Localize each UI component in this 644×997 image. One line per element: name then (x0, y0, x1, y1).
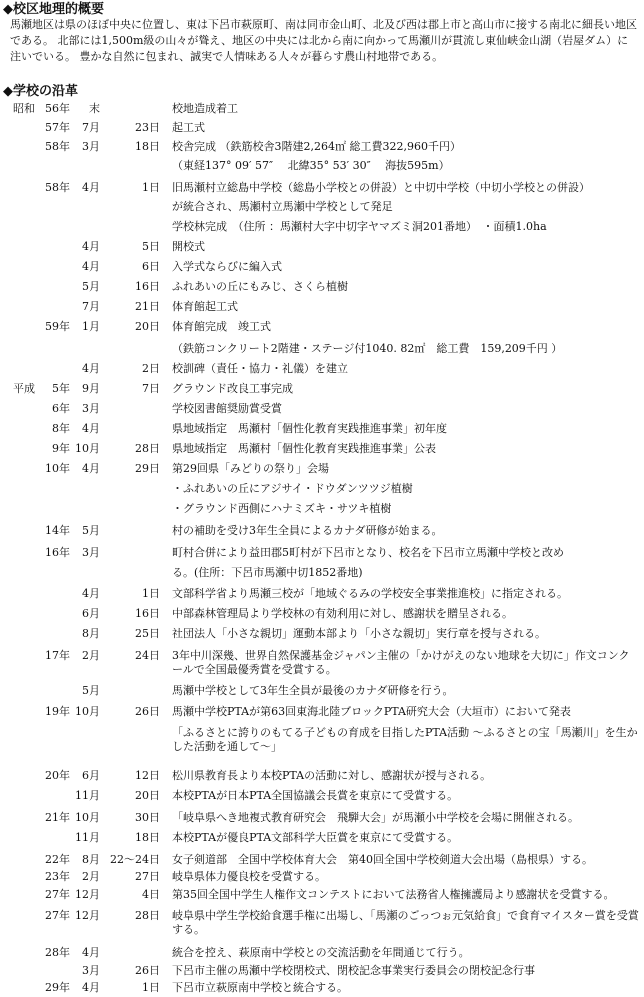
history-text: 体育館起工式 (172, 300, 238, 313)
history-text: 下呂市主催の馬瀬中学校閉校式、閉校記念事業実行委員会の閉校記念行事 (172, 964, 535, 977)
history-text: 社団法人「小さな親切」運動本部より「小さな親切」実行章を授与される。 (172, 627, 546, 640)
history-row (0, 682, 644, 700)
history-text: 入学式ならびに編入式 (172, 260, 282, 273)
history-month: 5月 (82, 524, 100, 537)
history-day: 1日 (142, 181, 160, 194)
history-text: 起工式 (172, 121, 205, 134)
history-row (0, 198, 644, 216)
history-text: 校訓碑（責任・協力・礼儀）を建立 (172, 362, 348, 375)
history-year: 10年 (45, 462, 70, 475)
history-month: 4月 (82, 587, 100, 600)
history-text: 開校式 (172, 240, 205, 253)
history-day: 26日 (135, 964, 160, 977)
history-day: 5日 (142, 240, 160, 253)
history-year: 21年 (45, 811, 70, 824)
history-day: 12日 (135, 769, 160, 782)
history-day: 1日 (142, 587, 160, 600)
history-month: 末 (89, 102, 100, 115)
history-year: 27年 (45, 909, 70, 922)
history-month: 4月 (82, 981, 100, 994)
history-text: 校舎完成 （鉄筋校舎3階建2,264㎡ 総工費322,960千円） (172, 140, 461, 153)
geo-heading: ◆校区地理的概要 (3, 2, 104, 17)
history-year: 8年 (52, 422, 70, 435)
history-text: 岐阜県体力優良校を受賞する。 (172, 870, 326, 883)
history-text: 「ふるさとに誇りのもてる子どもの育成を目指したPTA活動 〜ふるさとの宝「馬瀬川」を生かした活動を通して〜」 (172, 726, 638, 753)
history-year: 58年 (45, 181, 70, 194)
history-year: 5年 (52, 382, 70, 395)
history-row (0, 157, 644, 175)
history-year: 14年 (45, 524, 70, 537)
history-row (0, 100, 644, 118)
history-day: 29日 (135, 462, 160, 475)
history-row (0, 460, 644, 478)
history-year: 57年 (45, 121, 70, 134)
history-month: 10月 (75, 705, 100, 718)
history-month: 2月 (82, 649, 100, 662)
history-text: 岐阜県中学生学校給食選手権に出場し、「馬瀬のごっつぉ元気給食」で食育マイスター賞を受賞する。 (172, 909, 639, 936)
history-text: 学校図書館奨励賞受賞 (172, 402, 282, 415)
history-text: 学校林完成 （住所 ：馬瀬村大字中切字ヤマズミ洞201番地） ・面積1.0ha (172, 220, 547, 233)
history-row (0, 340, 644, 358)
history-row (0, 647, 644, 677)
history-year: 19年 (45, 705, 70, 718)
history-row (0, 480, 644, 498)
geo-paragraph: 馬瀬地区は県のほぼ中央に位置し、東は下呂市萩原町、南は同市金山町、北及び西は郡上市と高山市に接する南北に細長い地区である。 北部には1,500m級の山々が聳え、地区の中央には北から南に向かって馬瀬川が貫流し東仙峡金山湖（岩屋ダム）に注いでいる。 豊かな自然に包まれ、誠実で人情味ある人々が暮らす農山村地帯である。 (10, 18, 637, 63)
history-row (0, 522, 644, 540)
history-text: 第29回県「みどりの祭り」会場 (172, 462, 329, 475)
history-row (0, 179, 644, 197)
history-row (0, 767, 644, 785)
history-text: 松川県教育長より本校PTAの活動に対し、感謝状が授与される。 (172, 769, 492, 782)
history-month: 3月 (82, 140, 100, 153)
history-row (0, 500, 644, 518)
history-row (0, 979, 644, 997)
history-month: 10月 (75, 442, 100, 455)
history-text: 町村合併により益田郡5町村が下呂市となり、校名を下呂市立馬瀬中学校と改め (172, 546, 564, 559)
history-row (0, 420, 644, 438)
history-row (0, 868, 644, 886)
history-day: 22〜24日 (110, 853, 160, 866)
history-row (0, 400, 644, 418)
history-era: 昭和 (13, 102, 35, 115)
history-day: 23日 (135, 121, 160, 134)
history-month: 11月 (75, 789, 100, 802)
history-row (0, 625, 644, 643)
history-day: 20日 (135, 320, 160, 333)
history-month: 2月 (82, 870, 100, 883)
history-month: 3月 (82, 546, 100, 559)
history-year: 58年 (45, 140, 70, 153)
history-era: 平成 (13, 382, 35, 395)
history-text: 馬瀬中学校PTAが第63回東海北陸ブロックPTA研究大会（大垣市）において発表 (172, 705, 571, 718)
history-row (0, 724, 644, 754)
history-year: 59年 (45, 320, 70, 333)
history-text: ・ふれあいの丘にアジサイ・ドウダンツツジ植樹 (172, 482, 413, 495)
history-day: 16日 (135, 607, 160, 620)
history-text: 村の補助を受け3年生全員によるカナダ研修が始まる。 (172, 524, 443, 537)
history-day: 21日 (135, 300, 160, 313)
history-month: 12月 (75, 909, 100, 922)
history-day: 2日 (142, 362, 160, 375)
history-row (0, 944, 644, 962)
history-day: 28日 (135, 442, 160, 455)
history-month: 7月 (82, 121, 100, 134)
history-row (0, 829, 644, 847)
history-text: 本校PTAが優良PTA文部科学大臣賞を東京にて受賞する。 (172, 831, 459, 844)
history-month: 4月 (82, 946, 100, 959)
history-year: 17年 (45, 649, 70, 662)
history-month: 11月 (75, 831, 100, 844)
history-text: る。(住所：下呂市馬瀬中切1852番地) (172, 566, 363, 579)
history-month: 8月 (82, 627, 100, 640)
history-row (0, 787, 644, 805)
history-row (0, 360, 644, 378)
history-year: 22年 (45, 853, 70, 866)
history-month: 1月 (82, 320, 100, 333)
history-row (0, 258, 644, 276)
history-month: 3月 (82, 964, 100, 977)
history-text: 下呂市立萩原南中学校と統合する。 (172, 981, 348, 994)
history-text: （鉄筋コンクリート2階建・ステージ付1040. 82㎡ 総工費 159,209千円 ） (172, 342, 563, 355)
history-month: 6月 (82, 769, 100, 782)
history-day: 4日 (142, 888, 160, 901)
history-text: 第35回全国中学生人権作文コンテストにおいて法務省人権擁護局より感謝状を受賞する。 (172, 888, 615, 901)
history-text: ・グラウンド西側にハナミズキ・サツキ植樹 (172, 502, 392, 515)
history-heading: ◆学校の沿革 (3, 84, 78, 99)
history-text: 県地域指定 馬瀬村「個性化教育実践推進事業」公表 (172, 442, 436, 455)
history-year: 20年 (45, 769, 70, 782)
history-year: 29年 (45, 981, 70, 994)
history-text: 統合を控え、萩原南中学校との交流活動を年間通じて行う。 (172, 946, 470, 959)
history-day: 28日 (135, 909, 160, 922)
history-day: 24日 (135, 649, 160, 662)
history-year: 56年 (45, 102, 70, 115)
history-month: 4月 (82, 260, 100, 273)
history-month: 12月 (75, 888, 100, 901)
history-text: 文部科学省より馬瀬三校が「地域ぐるみの学校安全事業推進校」に指定される。 (172, 587, 568, 600)
history-month: 9月 (82, 382, 100, 395)
history-month: 4月 (82, 181, 100, 194)
history-day: 7日 (142, 382, 160, 395)
history-year: 28年 (45, 946, 70, 959)
history-text: 中部森林管理局より学校林の有効利用に対し、感謝状を贈呈される。 (172, 607, 513, 620)
history-month: 4月 (82, 422, 100, 435)
history-row (0, 278, 644, 296)
history-day: 30日 (135, 811, 160, 824)
history-row (0, 440, 644, 458)
history-month: 4月 (82, 240, 100, 253)
history-row (0, 298, 644, 316)
history-row (0, 380, 644, 398)
history-text: 県地域指定 馬瀬村「個性化教育実践推進事業」初年度 (172, 422, 447, 435)
history-text: 馬瀬中学校として3年生全員が最後のカナダ研修を行う。 (172, 684, 454, 697)
history-row (0, 703, 644, 721)
history-text: 旧馬瀬村立総島中学校（総島小学校との併設）と中切中学校（中切小学校との併設） (172, 181, 590, 194)
history-day: 20日 (135, 789, 160, 802)
history-text: 3年中川深幾、世界自然保護基金ジャパン主催の「かけがえのない地球を大切に」作文コンクールで全国最優秀賞を受賞する。 (172, 649, 630, 676)
history-text: が統合され、馬瀬村立馬瀬中学校として発足 (172, 200, 393, 213)
history-day: 18日 (135, 140, 160, 153)
history-month: 6月 (82, 607, 100, 620)
history-text: 体育館完成 竣工式 (172, 320, 271, 333)
history-month: 8月 (82, 853, 100, 866)
history-year: 9年 (52, 442, 70, 455)
history-day: 26日 (135, 705, 160, 718)
history-month: 5月 (82, 684, 100, 697)
history-row (0, 907, 644, 937)
history-month: 4月 (82, 462, 100, 475)
history-text: グラウンド改良工事完成 (172, 382, 293, 395)
history-year: 23年 (45, 870, 70, 883)
history-month: 10月 (75, 811, 100, 824)
history-row (0, 585, 644, 603)
history-year: 16年 (45, 546, 70, 559)
history-day: 27日 (135, 870, 160, 883)
history-day: 18日 (135, 831, 160, 844)
history-text: 女子剣道部 全国中学校体育大会 第40回全国中学校剣道大会出場（島根県）する。 (172, 853, 593, 866)
history-year: 27年 (45, 888, 70, 901)
history-text: 校地造成着工 (172, 102, 238, 115)
history-year: 6年 (52, 402, 70, 415)
history-month: 5月 (82, 280, 100, 293)
history-day: 1日 (142, 981, 160, 994)
history-text: 本校PTAが日本PTA全国協議会長賞を東京にて受賞する。 (172, 789, 459, 802)
history-month: 7月 (82, 300, 100, 313)
history-row (0, 238, 644, 256)
history-day: 25日 (135, 627, 160, 640)
history-row (0, 605, 644, 623)
history-row (0, 809, 644, 827)
history-row (0, 544, 644, 562)
history-row (0, 564, 644, 582)
history-day: 16日 (135, 280, 160, 293)
history-text: ふれあいの丘にもみじ、さくら植樹 (172, 280, 348, 293)
history-text: 「岐阜県へき地複式教育研究会 飛騨大会」が馬瀬小中学校を会場に開催される。 (172, 811, 579, 824)
history-day: 6日 (142, 260, 160, 273)
history-row (0, 851, 644, 869)
history-row (0, 962, 644, 980)
history-text: （東経137° 09′ 57″ 北緯35° 53′ 30″ 海抜595m） (172, 159, 450, 172)
history-row (0, 119, 644, 137)
history-month: 4月 (82, 362, 100, 375)
history-row (0, 138, 644, 156)
history-month: 3月 (82, 402, 100, 415)
history-row (0, 318, 644, 336)
history-row (0, 218, 644, 236)
